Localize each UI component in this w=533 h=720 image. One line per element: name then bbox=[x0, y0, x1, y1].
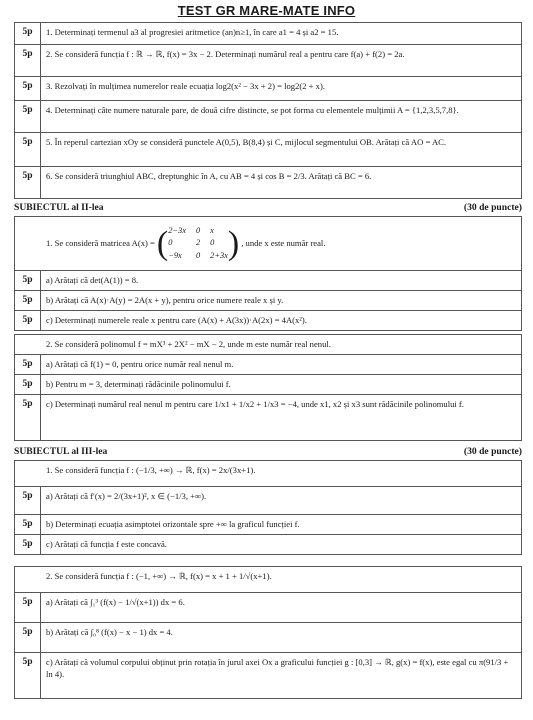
s3-ex1-a-text: a) Arătați că f′(x) = 2/(3x+1)², x ∈ (−1/3, +∞). bbox=[46, 491, 207, 501]
s2-ex1-c-text: c) Determinați numerele reale x pentru care (A(x) + A(3x))·A(2x) = 4A(x²). bbox=[46, 315, 307, 325]
points-label: 5p bbox=[15, 535, 41, 554]
s3-ex1-intro: 1. Se consideră funcția f : (−1/3, +∞) → ℝ, f(x) = 2x/(3x+1). bbox=[14, 461, 522, 487]
matrix-cell: 0 bbox=[168, 238, 173, 248]
s2-ex2-a bbox=[14, 355, 522, 375]
points-label: 5p bbox=[15, 45, 41, 76]
s2-ex2-a-text: a) Arătați că f(1) = 0, pentru orice număr real nenul m. bbox=[46, 359, 234, 369]
s3-ex2 bbox=[14, 566, 522, 699]
s1-item-3 bbox=[14, 77, 522, 101]
s2-ex2-b-text: b) Pentru m = 3, determinați rădăcinile polinomului f. bbox=[46, 379, 231, 389]
s2-ex1-a-text: a) Arătați că det(A(1)) = 8. bbox=[46, 275, 139, 285]
points-label: 5p bbox=[15, 375, 41, 394]
matrix-cell: 2+3x bbox=[210, 250, 228, 260]
s1-item-3-text: 3. Rezolvați în mulțimea numerelor reale ecuația log2(x² − 3x + 2) = log2(2 + x). bbox=[46, 81, 325, 91]
s3-ex1-c bbox=[14, 535, 522, 555]
matrix-left-paren: ( bbox=[156, 224, 169, 262]
s2-ex1-b-text: b) Arătați că A(x)·A(y) = 2A(x + y), pentru orice numere reale x și y. bbox=[46, 295, 284, 305]
s3-ex1 bbox=[14, 460, 522, 555]
points-label: 5p bbox=[15, 271, 41, 290]
subject2-score: (30 de puncte) bbox=[463, 202, 522, 213]
s2-ex1-b bbox=[14, 291, 522, 311]
points-label: 5p bbox=[15, 515, 41, 534]
s3-ex2-intro: 2. Se consideră funcția f : (−1, +∞) → ℝ, f(x) = x + 1 + 1/√(x+1). bbox=[14, 567, 522, 593]
matrix-cell: 0 bbox=[195, 250, 201, 260]
s2-ex1-c bbox=[14, 311, 522, 331]
points-label: 5p bbox=[15, 23, 41, 44]
subject3-heading bbox=[14, 446, 522, 457]
points-label: 5p bbox=[15, 77, 41, 100]
points-label: 5p bbox=[15, 291, 41, 310]
points-label: 5p bbox=[15, 101, 41, 132]
matrix-grid bbox=[168, 225, 228, 262]
matrix-a bbox=[157, 225, 239, 262]
page-title: TEST GR MARE-MATE INFO bbox=[177, 3, 356, 18]
s1-item-2-text: 2. Se consideră funcția f : ℝ → ℝ, f(x) = 3x − 2. Determinați numărul real a pentru care f(a) + f(2) = 2a. bbox=[46, 49, 405, 59]
s2-ex2-c-text: c) Determinați numărul real nenul m pentru care 1/x1 + 1/x2 + 1/x3 = −4, unde x1, x2 și x3 sunt rădăcinile polinomului f. bbox=[46, 399, 464, 409]
s2-ex1-intro-pre: 1. Se consideră matricea A(x) = bbox=[46, 238, 155, 249]
s2-ex1-intro-post: , unde x este număr real. bbox=[241, 238, 326, 249]
points-label: 5p bbox=[15, 623, 41, 652]
points-label: 5p bbox=[15, 133, 41, 166]
s2-ex2 bbox=[14, 334, 522, 441]
matrix-cell: −9x bbox=[168, 250, 182, 260]
s2-ex1-a bbox=[14, 271, 522, 291]
matrix-cell: 0 bbox=[195, 226, 201, 236]
s1-item-1-text: 1. Determinați termenul a3 al progresiei aritmetice (an)n≥1, în care a1 = 4 și a2 = 15. bbox=[46, 27, 339, 37]
subject1-table bbox=[14, 22, 522, 199]
matrix-cell: 2−3x bbox=[168, 226, 186, 236]
matrix-cell: x bbox=[210, 226, 214, 236]
subject3-title: SUBIECTUL al III-lea bbox=[14, 446, 108, 457]
s2-ex2-b bbox=[14, 375, 522, 395]
s3-ex2-a-text: a) Arătați că ∫₁³ (f(x) − 1/√(x+1)) dx = 6. bbox=[46, 597, 185, 607]
matrix-cell: 2 bbox=[195, 238, 201, 248]
s3-ex1-a bbox=[14, 487, 522, 515]
points-label: 5p bbox=[15, 167, 41, 198]
s3-ex1-c-text: c) Arătați că funcția f este concavă. bbox=[46, 539, 167, 549]
matrix-cell: 0 bbox=[210, 238, 215, 248]
s3-ex1-b-text: b) Determinați ecuația asimptotei orizontale spre +∞ la graficul funcției f. bbox=[46, 519, 300, 529]
s1-item-2 bbox=[14, 45, 522, 77]
s3-ex2-c-text: c) Arătați că volumul corpului obținut prin rotația în jurul axei Ox a graficului funcției g : [0,3] → ℝ, g(x) = f(x), este egal cu π(91/3 + ln 4). bbox=[46, 657, 509, 680]
s2-ex2-c bbox=[14, 395, 522, 441]
s2-ex1-intro bbox=[14, 217, 522, 271]
s1-item-4-text: 4. Determinați câte numere naturale pare, de două cifre distincte, se pot forma cu elementele mulțimii A = {1,2,3,5,7,8}. bbox=[46, 105, 459, 115]
s1-item-5 bbox=[14, 133, 522, 167]
points-label: 5p bbox=[15, 355, 41, 374]
points-label: 5p bbox=[15, 653, 41, 698]
s1-item-1 bbox=[14, 23, 522, 45]
s1-item-6 bbox=[14, 167, 522, 199]
s3-ex2-b-text: b) Arătați că ∫₀⁸ (f(x) − x − 1) dx = 4. bbox=[46, 627, 173, 637]
s3-ex2-b bbox=[14, 623, 522, 653]
subject2-title: SUBIECTUL al II-lea bbox=[14, 202, 104, 213]
s1-item-5-text: 5. În reperul cartezian xOy se consideră punctele A(0,5), B(8,4) și C, mijlocul segmentului OB. Arătați că AO = AC. bbox=[46, 137, 447, 147]
subject3-score: (30 de puncte) bbox=[463, 446, 522, 457]
s3-ex1-b bbox=[14, 515, 522, 535]
points-label: 5p bbox=[15, 487, 41, 514]
s2-ex2-intro: 2. Se consideră polinomul f = mX³ + 2X² − mX − 2, unde m este număr real nenul. bbox=[14, 335, 522, 355]
points-label: 5p bbox=[15, 395, 41, 440]
points-label: 5p bbox=[15, 593, 41, 622]
matrix-right-paren: ) bbox=[227, 224, 240, 262]
s2-ex1 bbox=[14, 216, 522, 331]
points-label: 5p bbox=[15, 311, 41, 330]
s3-ex2-c bbox=[14, 653, 522, 699]
s1-item-6-text: 6. Se consideră triunghiul ABC, dreptunghic în A, cu AB = 4 și cos B = 2/3. Arătați că BC = 6. bbox=[46, 171, 372, 181]
subject2-heading bbox=[14, 202, 522, 213]
s3-ex2-a bbox=[14, 593, 522, 623]
s1-item-4 bbox=[14, 101, 522, 133]
